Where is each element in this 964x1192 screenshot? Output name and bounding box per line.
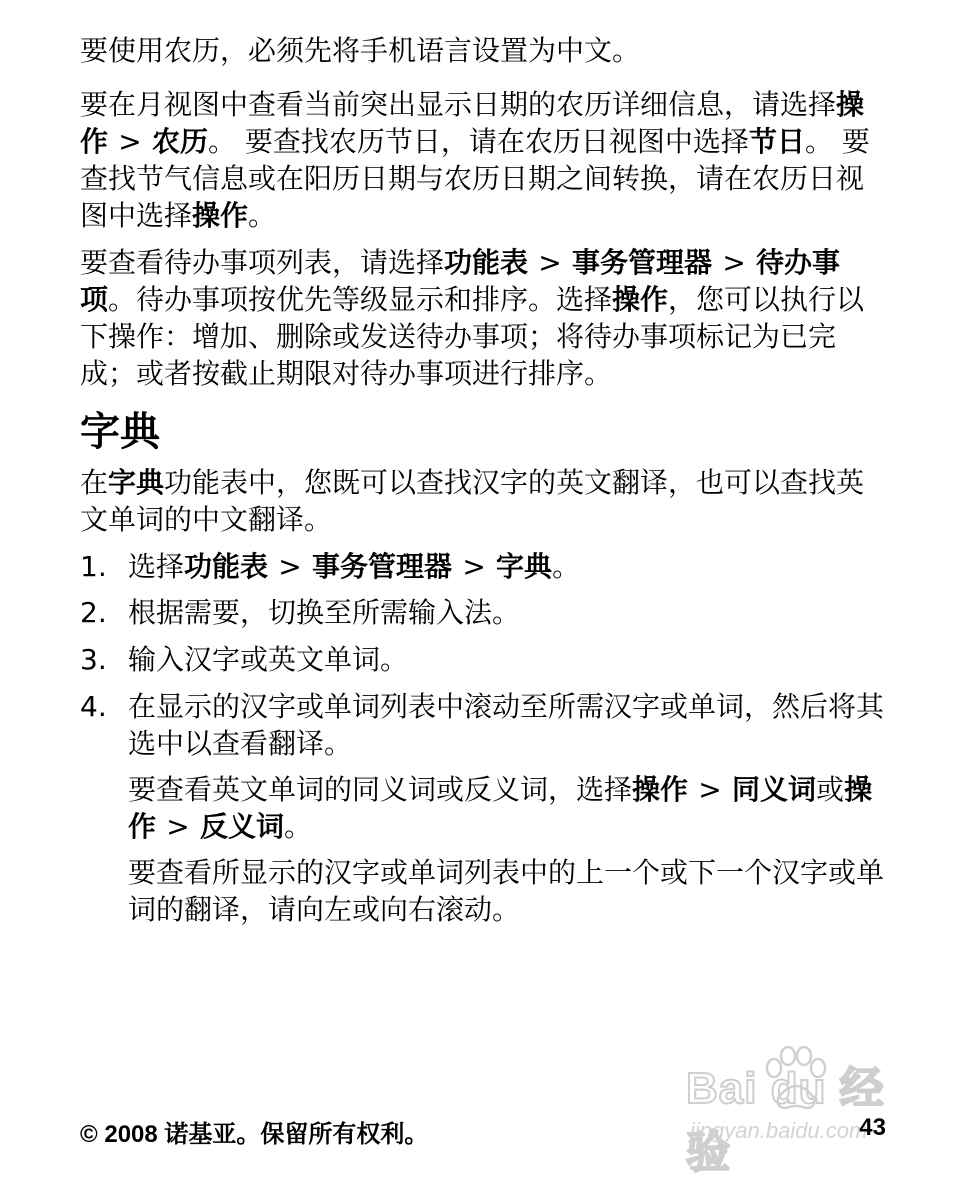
menu-term: 节日 xyxy=(748,125,805,158)
menu-term: 农历 xyxy=(152,125,209,158)
step-text: 根据需要，切换至所需输入法。 xyxy=(128,596,521,629)
paragraph-text: 要使用农历，必须先将手机语言设置为中文。 xyxy=(80,34,641,67)
paragraph-text: 要查看英文单词的同义词或反义词，选择 xyxy=(128,773,633,806)
watermark-logo-text: Bai du 经验 xyxy=(686,1064,885,1177)
menu-term: 操作 xyxy=(80,88,865,158)
menu-term: 字典 xyxy=(108,466,165,499)
menu-term: 待办事项 xyxy=(80,246,841,316)
section-title: 字典 xyxy=(80,409,160,455)
menu-term: 操作 xyxy=(192,199,249,232)
step-item xyxy=(80,688,890,762)
paragraph-todo xyxy=(80,244,890,392)
paragraph-text: 选择 xyxy=(128,550,185,583)
paragraph-text: 在 xyxy=(80,466,109,499)
step-note-scroll xyxy=(128,854,888,928)
path-separator: > xyxy=(722,246,746,279)
path-separator: > xyxy=(698,773,722,806)
paragraph-text: 。 要查找农历节日，请在农历日视图中选择 xyxy=(208,125,749,158)
step-item xyxy=(80,594,890,631)
paragraph-text: 要查看待办事项列表，请选择 xyxy=(80,246,445,279)
paragraph-text: ，您可以执行以下操作：增加、删除或发送待办事项；将待办事项标记为已完成；或者按截止期限对待办事项进行排序。 xyxy=(80,283,865,390)
step-item xyxy=(80,548,890,585)
menu-term: 事务管理器 xyxy=(312,550,453,583)
step-number: 1. xyxy=(80,550,107,583)
path-separator: > xyxy=(538,246,562,279)
page-number: 43 xyxy=(859,1114,886,1141)
menu-term: 操作 xyxy=(612,283,669,316)
menu-term: 操作 xyxy=(632,773,689,806)
paragraph-text: 。 要查找节气信息或在阳历日期与农历日期之间转换，请在农历日视图中选择 xyxy=(80,125,870,232)
paragraph-text: 。 xyxy=(552,550,581,583)
step-number: 4. xyxy=(80,690,107,723)
paragraph-text: 或 xyxy=(816,773,845,806)
paragraph-text: 。 xyxy=(248,199,277,232)
step-number: 3. xyxy=(80,643,107,676)
paragraph-text: 功能表中，您既可以查找汉字的英文翻译，也可以查找英文单词的中文翻译。 xyxy=(80,466,865,536)
path-separator: > xyxy=(118,125,142,158)
menu-term: 字典 xyxy=(496,550,553,583)
paragraph-lunar-language xyxy=(80,32,890,69)
step-text: 在显示的汉字或单词列表中滚动至所需汉字或单词，然后将其选中以查看翻译。 xyxy=(128,690,885,760)
step-item xyxy=(80,641,890,678)
path-separator: > xyxy=(278,550,302,583)
menu-term: 事务管理器 xyxy=(572,246,713,279)
watermark-url: jingyan.baidu.com xyxy=(690,1118,868,1143)
paragraph-text: 。 xyxy=(284,810,313,843)
paragraph-lunar-details xyxy=(80,86,890,234)
paragraph-text: 要查看所显示的汉字或单词列表中的上一个或下一个汉字或单词的翻译，请向左或向右滚动。 xyxy=(128,856,885,926)
step-text xyxy=(128,548,890,585)
path-separator: > xyxy=(166,810,190,843)
menu-term: 反义词 xyxy=(200,810,285,843)
menu-term: 功能表 xyxy=(444,246,529,279)
menu-term: 操作 xyxy=(128,773,873,843)
paragraph-text: 要在月视图中查看当前突出显示日期的农历详细信息，请选择 xyxy=(80,88,837,121)
path-separator: > xyxy=(462,550,486,583)
copyright-notice: © 2008 诺基亚。保留所有权利。 xyxy=(80,1121,429,1148)
menu-term: 功能表 xyxy=(184,550,269,583)
step-text: 输入汉字或英文单词。 xyxy=(128,643,409,676)
step-number: 2. xyxy=(80,596,107,629)
menu-term: 同义词 xyxy=(732,773,817,806)
paragraph-text: 。待办事项按优先等级显示和排序。选择 xyxy=(108,283,613,316)
step-note-synonyms xyxy=(128,771,888,845)
section-description xyxy=(80,464,890,538)
